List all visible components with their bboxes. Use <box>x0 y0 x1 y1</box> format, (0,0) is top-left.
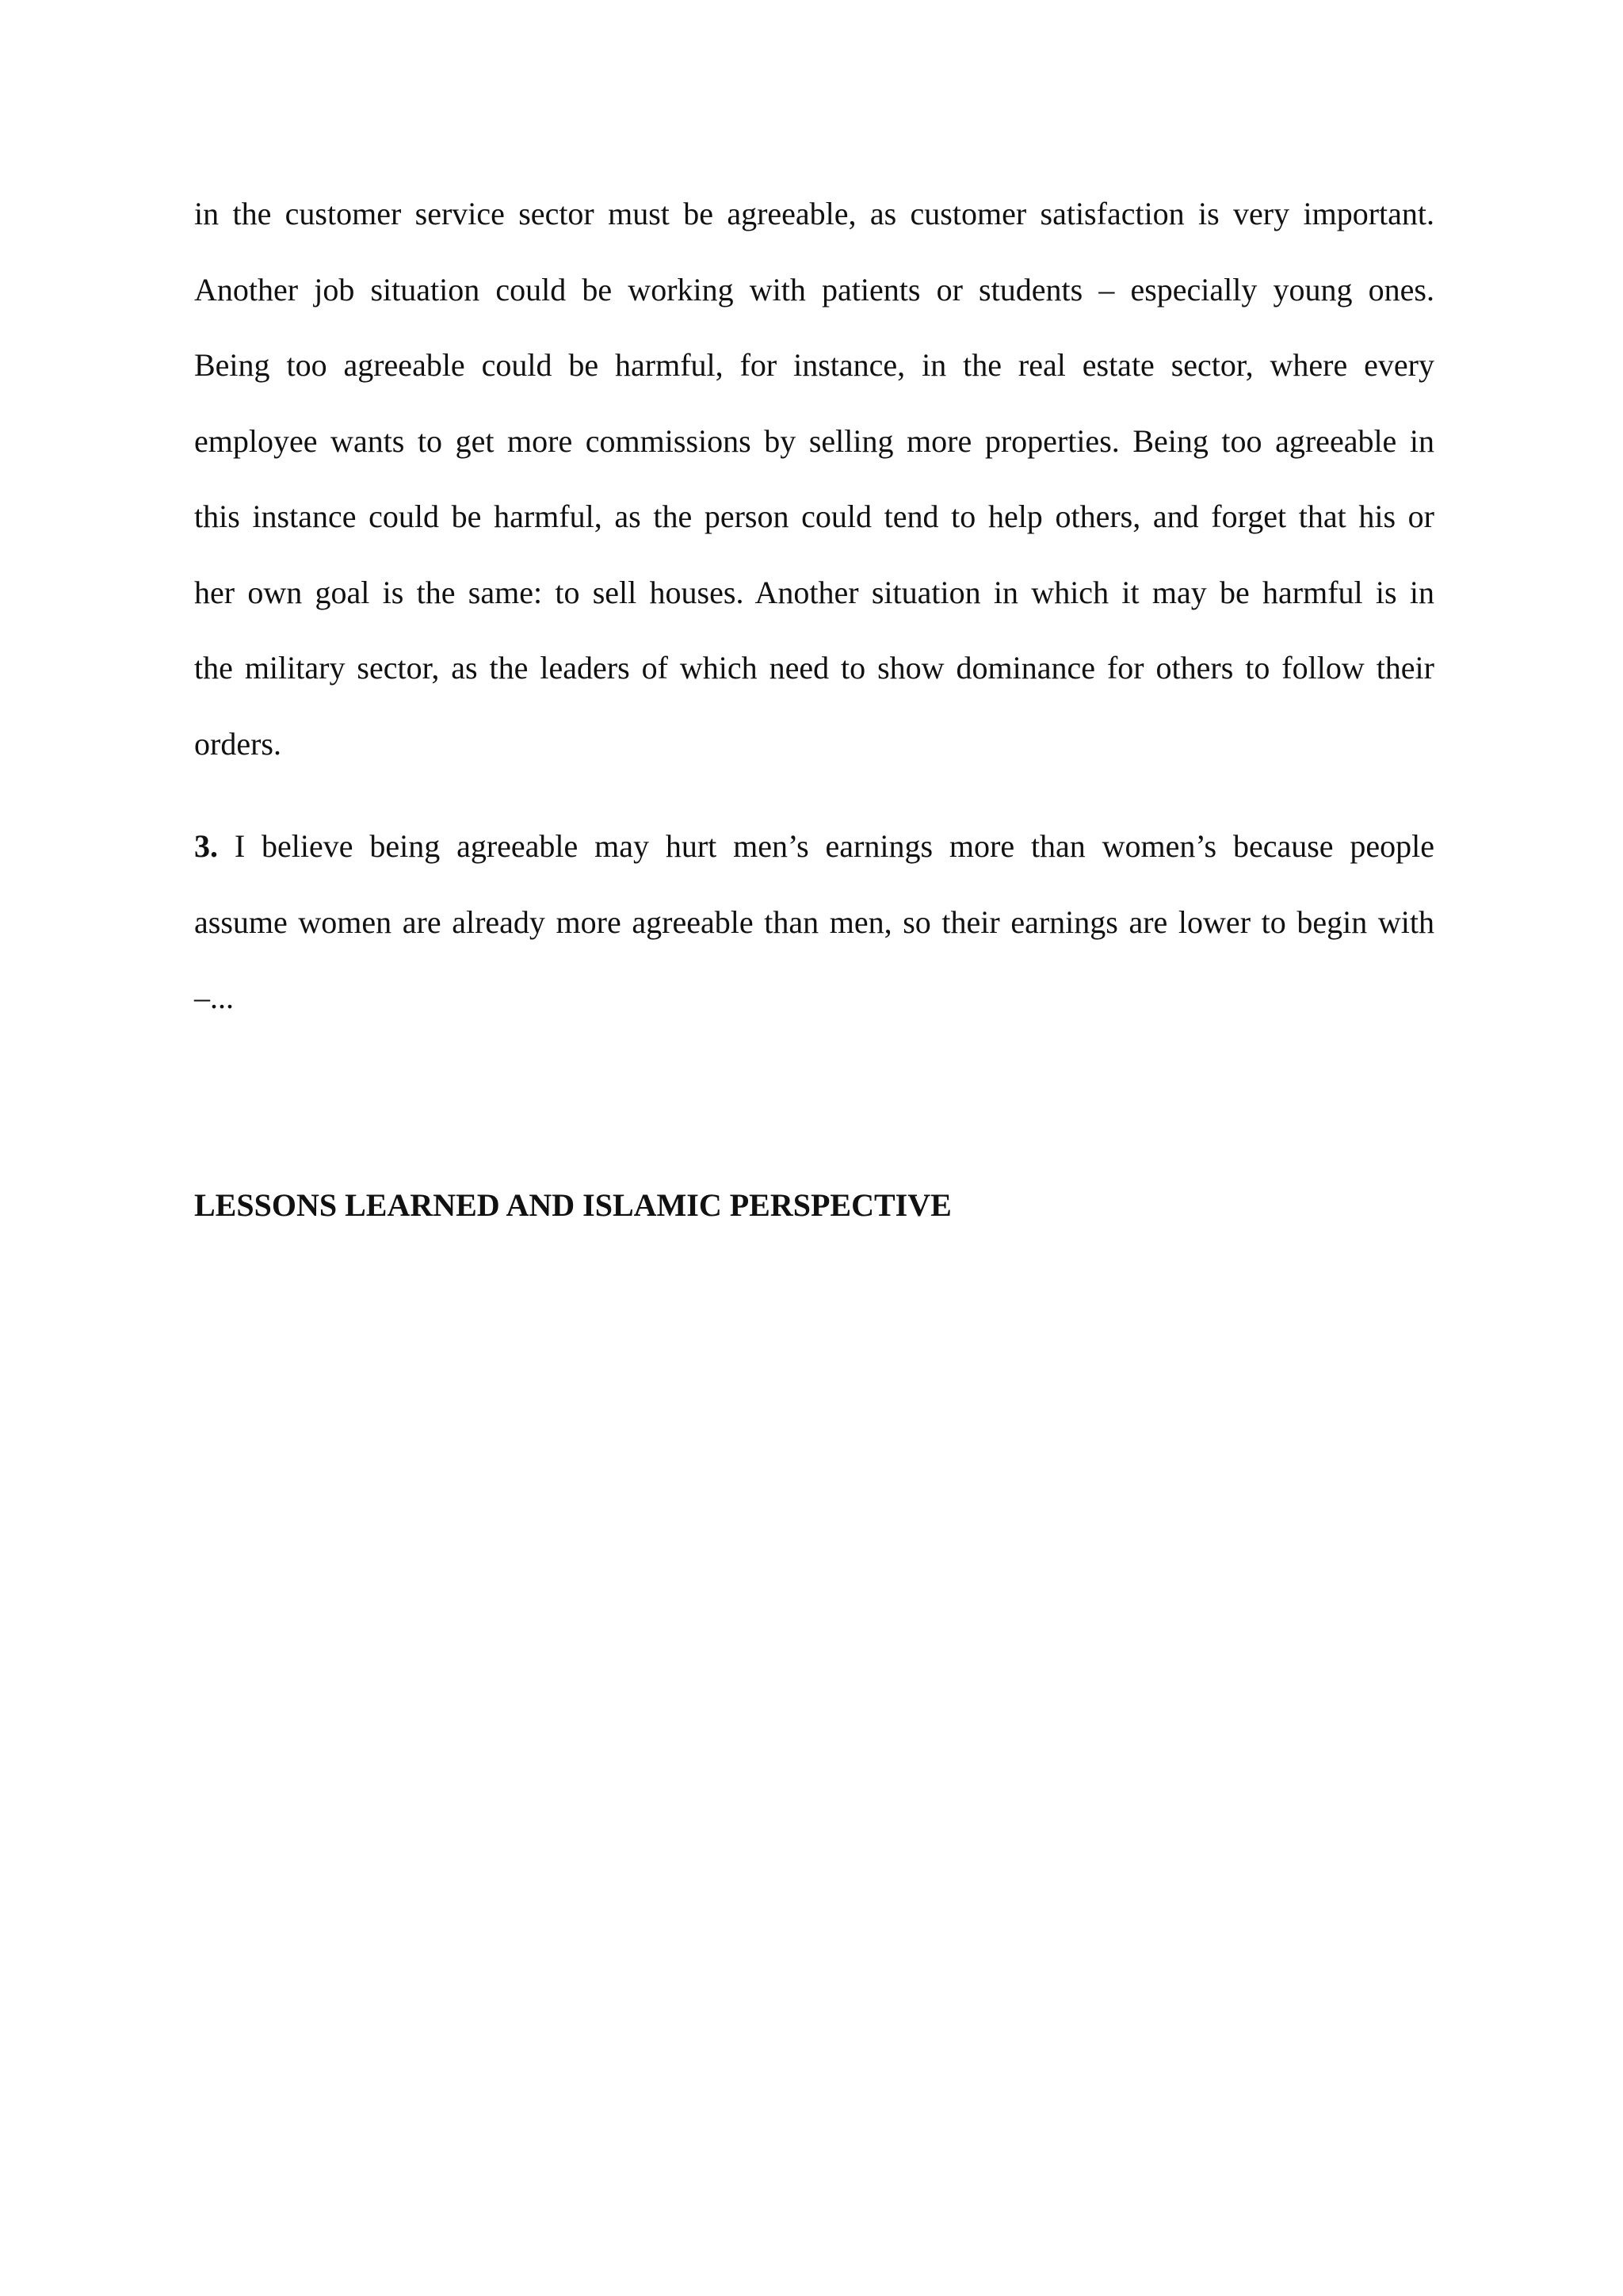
paragraph-line: –... <box>194 980 234 1015</box>
paragraph-line: her own goal is the same: to sell houses. Another situation in which it may be harmful is in <box>194 574 1434 610</box>
paragraph-agreeable-jobs <box>194 176 1434 781</box>
answer-line-text: I believe being agreeable may hurt men’s earnings more than women’s because people <box>234 828 1434 864</box>
paragraph-answer-3 <box>194 808 1434 1036</box>
paragraph-line <box>194 808 1434 884</box>
answer-number: 3. <box>194 828 218 864</box>
paragraph-line: assume women are already more agreeable than men, so their earnings are lower to begin with <box>194 904 1434 940</box>
paragraph-line: employee wants to get more commissions by selling more properties. Being too agreeable in <box>194 422 1434 459</box>
paragraph-line: in the customer service sector must be agreeable, as customer satisfaction is very important. <box>194 196 1434 231</box>
paragraph-line: orders. <box>194 725 281 762</box>
paragraph-line: this instance could be harmful, as the person could tend to help others, and forget that his or <box>194 499 1434 534</box>
paragraph-line: Being too agreeable could be harmful, for instance, in the real estate sector, where every <box>194 347 1434 383</box>
paragraph-line: Another job situation could be working with patients or students – especially young ones. <box>194 271 1434 308</box>
section-heading: LESSONS LEARNED AND ISLAMIC PERSPECTIVE <box>194 1187 952 1223</box>
paragraph-line: the military sector, as the leaders of which need to show dominance for others to follow their <box>194 650 1434 686</box>
